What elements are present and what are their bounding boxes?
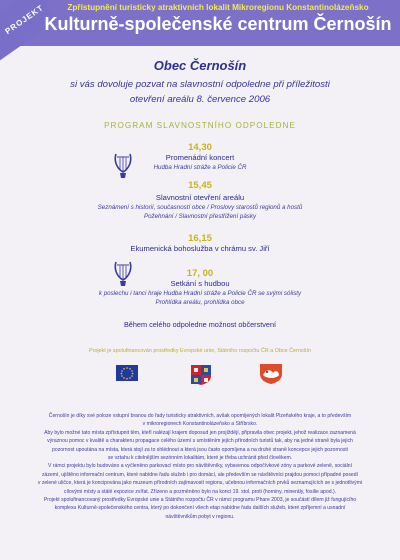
header-title: Kulturně-společenské centrum Černošín [44,14,392,34]
event-time: 14,30 [188,142,212,153]
description-line: se vztahu k citelnějším sezónním lokalitám, které je třeba uchránit před člověkem. [107,455,293,462]
eu-flag-icon [116,365,138,381]
event-title: Slavnostní otevření areálu [155,193,245,202]
event-title: Setkání s hudbou [170,279,230,288]
invitation-line-1: si vás dovoluje pozvat na slavnostní odpoledne při příležitosti [70,79,330,90]
event-time: 17, 00 [186,268,214,279]
event-detail: k poslechu i tanci hraje Hudba Hradní stráže a Policie ČR se svými sólisty [98,290,302,297]
event-title: Promenádní koncert [165,153,235,162]
header-subtitle: Zpřístupnění turisticky atraktivních lokalit Mikroregionu Konstantinolázeňsko [67,3,369,12]
event-time: 16,15 [188,233,212,244]
invitation-line-2: otevření areálu 8. července 2006 [129,94,271,105]
description-line: výraznou pomoc v kvalitě a charakteru propagace celého území s umístěním jejích přírodních turistů tak, aby na jedné straně byla jejich [47,438,353,445]
event-detail: Hudba Hradní stráže a Policie ČR [153,164,247,171]
event-detail: Prohlídka areálu, prohlídka obce [155,299,245,306]
lyre-icon [112,150,134,180]
event-detail: Seznámení s historií, současností obce / Proslovy starostů regionů a hostů [97,204,303,211]
municipality-name: Obec Černošín [153,58,247,73]
project-description [36,412,364,521]
description-line: Projekt spolufinancovaný prostředky Evropské unie a Státního rozpočtu ČR v rámci programu Phare 2003, je součástí dílem již fungujícího [43,497,357,504]
program-event-1 [0,142,400,172]
program-event-3 [0,233,400,254]
program-title: PROGRAM SLAVNOSTNÍHO ODPOLEDNE [104,121,296,130]
project-corner-label: PROJEKT [3,2,46,37]
event-title: Ekumenická bohoslužba v chrámu sv. Jiří [130,244,270,253]
refreshments-note: Během celého odpoledne možnost občerstvení [123,320,277,329]
description-line: V rámci projektu bylo budováno a vyčleněno parkovací místo pro návštěvníky, vybavenou odpočívkové zóny a parkové zeleně, sociální [47,463,352,470]
lyre-icon [112,258,134,288]
czech-coat-of-arms-icon [190,364,212,386]
description-line: cílovými místy a stálé expozice zvířat. Zřízeno a pozměněno bylo na konci 19. stol. proti (horniny, minerály, fosilie apod.). [63,488,337,495]
program-event-2 [0,180,400,221]
cernosin-coat-of-arms-icon [259,363,283,385]
description-line: zázemí, ujištěno informační centrum, které nabídne řadu služeb i pro domácí, ale především se návštěvníci prajdou pomoci případné posedí [42,471,358,478]
description-line: návštěvníkům pobyt v regionu. [165,513,235,520]
description-line: v mikroregionech Konstantinolázeňsko a Stříbrsko. [142,421,258,428]
invitation-text [20,77,380,107]
event-time: 15,45 [188,180,212,191]
cofunding-note: Projekt je spolufinancován prostředky Evropské unie, Státního rozpočtu ČR a Obce Černošín [88,348,312,354]
description-line: Aby bylo možné tato místa zpřístupnit těm, kteří nalézají krajem doposud jen projíždějí, připravila obec projekt, jehož realizace zaznamená [44,429,356,436]
event-detail: Požehnání / Slavnostní přestřižení pásky [143,213,257,220]
description-line: komplexu Kulturně-společenského centra, který po dokončení všech etap nabídne řadu dalších služeb, které zpříjemní a usnadní [54,505,346,512]
description-line: pozornost upoutána na místa, která stojí za to shlédnout a která jsou často opomíjena a na druhé straně koncepce jejich pozornosti [52,446,348,453]
description-line: v zelené uličce, která je koncipována jako muzeum přírodních zajímavostí regionu, učebnou informačních prvků seznamujících se s jednotlivými [37,480,363,487]
program-event-4 [0,268,400,307]
description-line: Černošín je díky své poloze vstupní branou do řady turisticky atraktivních, avšak opomíjených lokalit Plzeňského kraje, a to především [48,413,352,419]
